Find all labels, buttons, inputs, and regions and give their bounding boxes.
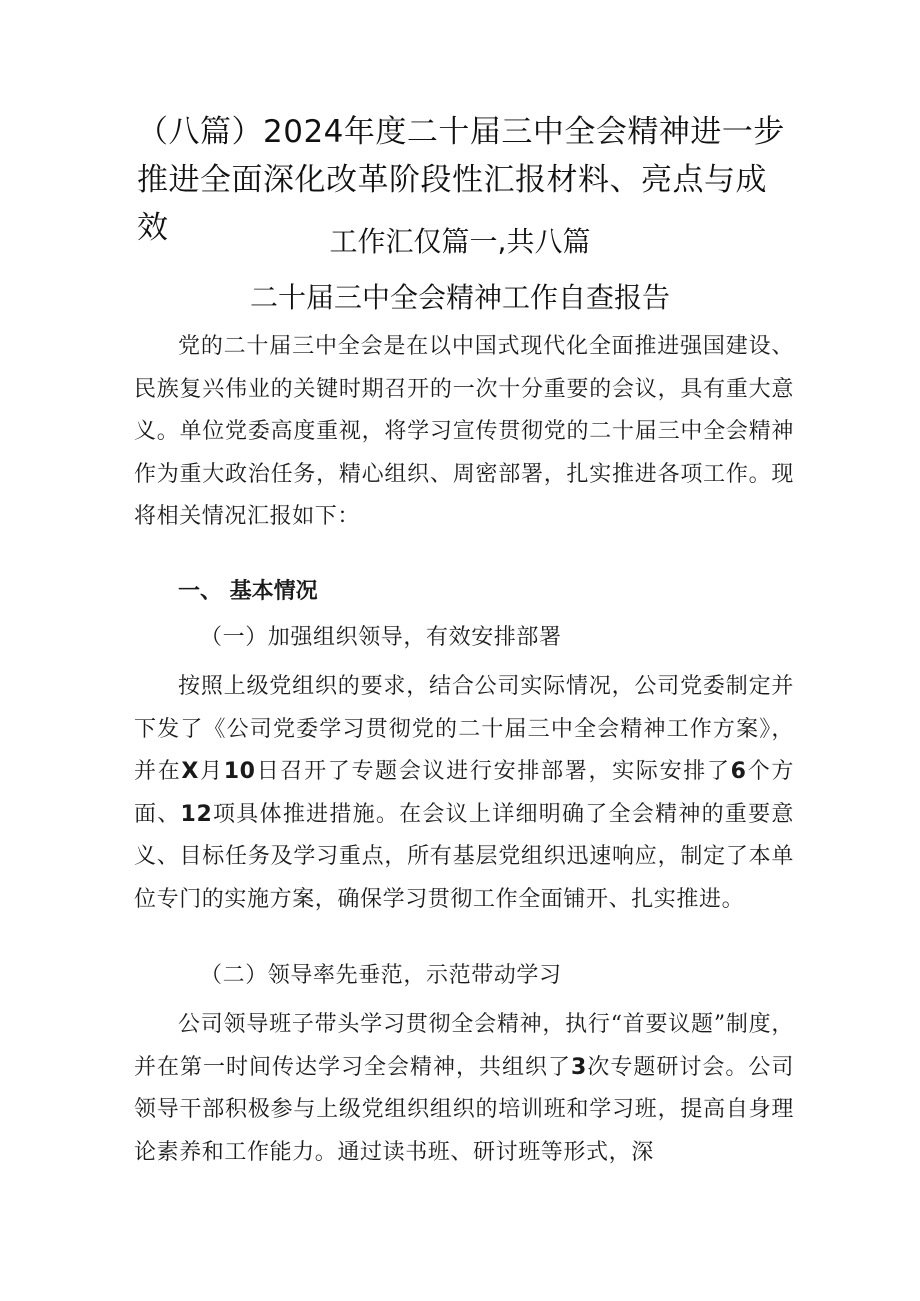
organization-text-c: 日召开了专题会议进行安排部署，实际安排了: [255, 759, 731, 784]
meeting-month: X: [181, 759, 199, 784]
subsection-heading-organization: （一）加强组织领导，有效安排部署: [200, 625, 562, 650]
organization-text-d: 个方面、: [134, 759, 794, 827]
section-heading-basic: 一、 基本情况: [178, 579, 318, 604]
meeting-day: 10: [223, 759, 256, 784]
document-title: （八篇）2024年度二十届三中全会精神进一步推进全面深化改革阶段性汇报材料、亮点与成效: [137, 114, 785, 246]
organization-text-e: 项具体推进措施。在会议上详细明确了全会精神的重要意义、目标任务及学习重点，所有基层党组织迅速响应，制定了本单位专门的实施方案，确保学习贯彻工作全面铺开、扎实推进。: [134, 801, 794, 912]
intro-paragraph: 党的二十届三中全会是在以中国式现代化全面推进强国建设、民族复兴伟业的关键时期召开的一次十分重要的会议，具有重大意义。单位党委高度重视，将学习宣传贯彻党的二十届三中全会精神作为重大政治任务，精心组织、周密部署，扎实推进各项工作。现将相关情况汇报如下：: [134, 334, 794, 529]
leadership-paragraph: [134, 1004, 794, 1174]
leadership-text-b: 次专题研讨会。公司领导干部积极参与上级党组织组织的培训班和学习班，提高自身理论素养和工作能力。通过读书班、研讨班等形式，深: [134, 1054, 794, 1165]
organization-text-b: 月: [198, 759, 224, 784]
document-subtitle-series: 工作汇仅篇一,共八篇: [329, 225, 591, 258]
document-subtitle-report: 二十届三中全会精神工作自查报告: [249, 281, 670, 314]
leadership-text-a: 公司领导班子带头学习贯彻全会精神，执行“首要议题”制度，并在第一时间传达学习全会精神，共组织了: [134, 1012, 794, 1080]
subsection-heading-leadership: （二）领导率先垂范，示范带动学习: [200, 963, 562, 988]
measures-count: 12: [180, 801, 213, 827]
organization-text-a: 按照上级党组织的要求，结合公司实际情况，公司党委制定并下发了《公司党委学习贯彻党的二十届三中全会精神工作方案》，并在: [134, 674, 794, 784]
seminar-count: 3: [571, 1054, 587, 1080]
aspects-count: 6: [730, 759, 747, 784]
organization-paragraph: [134, 666, 794, 921]
